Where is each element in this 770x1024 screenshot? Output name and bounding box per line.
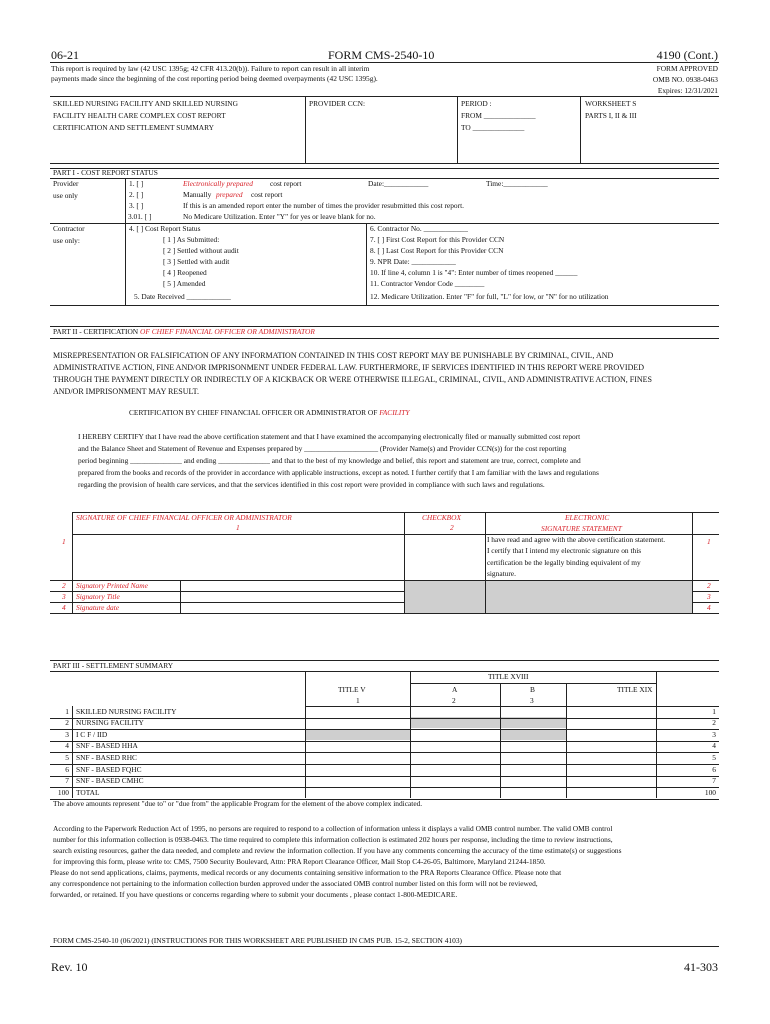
sig-row-1-right: 1: [707, 537, 711, 546]
cost-report-1: cost report: [270, 179, 302, 188]
signature-date: Signature date: [76, 603, 120, 612]
cost-report-2: cost report: [251, 190, 283, 199]
signature-statement-header: SIGNATURE STATEMENT: [541, 524, 622, 533]
amount-cells[interactable]: [306, 787, 656, 799]
title-xix-header: TITLE XIX: [617, 685, 653, 694]
period-from: FROM ______________: [461, 111, 536, 120]
paperwork-line-4: for improving this form, please write to: CMS, 7500 Security Boulevard, Attn: PRA Report Clearance Officer, Mail Stop C4-26-05, Baltimore, Maryland 21244-1850.: [53, 857, 546, 866]
amount-cells[interactable]: [306, 718, 656, 730]
printed-name-field[interactable]: [181, 581, 404, 591]
signatory-printed-name: Signatory Printed Name: [76, 581, 148, 590]
col-b-header: B: [530, 685, 535, 694]
omb-number: OMB NO. 0938-0463: [652, 75, 718, 84]
signature-date-field[interactable]: [181, 603, 404, 613]
revision: Rev. 10: [51, 960, 88, 974]
form-title: FORM CMS-2540-10: [328, 48, 435, 62]
checkbox-col-num: 2: [450, 523, 454, 532]
row-number: 5: [65, 752, 69, 762]
warning-line-2: ADMINISTRATIVE ACTION, FINE AND/OR IMPRISONMENT UNDER FEDERAL LAW. FURTHERMORE, IF SERVICES IDENTIFIED IN THIS REPORT WERE PROVIDED: [53, 363, 645, 372]
paperwork-line-7: forwarded, or retained. If you have questions or concerns regarding where to submit your documents , please contact 1-800-MEDICARE.: [50, 890, 458, 899]
parts-label: PARTS I, II & III: [585, 111, 637, 120]
row-number-right: 6: [712, 764, 716, 774]
row-label: SNF - BASED CMHC: [76, 776, 144, 786]
part1-title: PART I - COST REPORT STATUS: [53, 168, 158, 177]
row-label: TOTAL: [76, 787, 100, 797]
row-number: 6: [65, 764, 69, 774]
status-option-4: [ 4 ] Reopened: [163, 268, 207, 277]
law-line-2: payments made since the beginning of the cost reporting period being deemed overpayments (42 USC 1395g).: [51, 74, 378, 83]
manually-label: Manually: [183, 190, 212, 199]
status-301-box[interactable]: 3.01. [ ]: [128, 212, 152, 221]
row-label: SNF - BASED RHC: [76, 752, 137, 762]
no-medicare-text: No Medicare Utilization. Enter "Y" for yes or leave blank for no.: [183, 212, 376, 221]
status-option-3: [ 3 ] Settled with audit: [163, 257, 230, 266]
row-number: 4: [65, 741, 69, 751]
statement-shaded: [486, 581, 692, 613]
use-only-2-label: use only:: [53, 236, 80, 245]
row-number-right: 4: [712, 741, 716, 751]
warning-line-1: MISREPRESENTATION OR FALSIFICATION OF ANY INFORMATION CONTAINED IN THIS COST REPORT MAY BE PUNISHABLE BY CRIMINAL, CIVIL, AND: [53, 351, 614, 360]
provider-ccn-label: PROVIDER CCN:: [309, 99, 366, 108]
sig-row-3-num: 3: [62, 592, 66, 601]
cost-report-status[interactable]: 4. [ ] Cost Report Status: [129, 224, 201, 233]
row-number: 3: [65, 729, 69, 739]
use-only-label: use only: [53, 191, 78, 200]
header-left: 06-21: [51, 48, 79, 62]
statement-line-1: I have read and agree with the above certification statement.: [487, 535, 666, 544]
amended-text: If this is an amended report enter the number of times the provider resubmitted this cost report.: [183, 201, 464, 210]
settlement-note: The above amounts represent "due to" or "due from" the applicable Program for the element of the above complex indicated.: [53, 799, 423, 808]
warning-line-3: THROUGH THE PAYMENT DIRECTLY OR INDIRECTLY OF A KICKBACK OR WERE OTHERWISE ILLEGAL, CRIMINAL, CIVIL, AND ADMINISTRATIVE ACTION, FINES: [53, 375, 652, 384]
status-2-box[interactable]: 2. [ ]: [129, 190, 144, 199]
paperwork-line-2: number for this information collection is 0938-0463. The time required to complete this information collection is estimated 202 hours per response, including the time to review instructions,: [53, 835, 613, 844]
col-1-num: 1: [356, 696, 360, 705]
period-label: PERIOD :: [461, 99, 492, 108]
medicare-utilization[interactable]: 12. Medicare Utilization. Enter "F" for full, "L" for low, or "N" for no utilization: [370, 292, 609, 301]
first-cost-report[interactable]: 7. [ ] First Cost Report for this Provider CCN: [370, 235, 505, 244]
law-line-1: This report is required by law (42 USC 1395g; 42 CFR 413.20(b)). Failure to report can result in all interim: [51, 64, 370, 73]
signature-col-num: 1: [236, 523, 240, 532]
cert-title: CERTIFICATION BY CHIEF FINANCIAL OFFICER OR ADMINISTRATOR OF FACILITY: [129, 408, 410, 417]
page-number: 41-303: [684, 960, 718, 974]
row-number-right: 7: [712, 776, 716, 786]
checkbox-header: CHECKBOX: [422, 513, 462, 522]
status-1-box[interactable]: 1. [ ]: [129, 179, 144, 188]
row-number-right: 3: [712, 729, 716, 739]
row-label: I C F / IID: [76, 729, 108, 739]
title-line-3: CERTIFICATION AND SETTLEMENT SUMMARY: [53, 123, 214, 132]
status-option-1: [ 1 ] As Submitted:: [163, 235, 220, 244]
footer-form-line: FORM CMS-2540-10 (06/2021) (INSTRUCTIONS FOR THIS WORKSHEET ARE PUBLISHED IN CMS PUB. 15-2, SECTION 4103): [53, 936, 462, 945]
cert-para-3: period beginning ______________ and ending ______________ and that to the best of my knowledge and belief, this report and statement are true, correct, complete and: [78, 456, 581, 465]
electronic-header: ELECTRONIC: [565, 513, 610, 522]
col-3-num: 3: [530, 696, 534, 705]
cert-para-1: I HEREBY CERTIFY that I have read the above certification statement and that I have examined the accompanying electronically filed or manually submitted cost report: [78, 432, 581, 441]
worksheet-label: WORKSHEET S: [585, 99, 637, 108]
row-label: SKILLED NURSING FACILITY: [76, 706, 177, 716]
paperwork-line-5: Please do not send applications, claims, payments, medical records or any documents containing sensitive information to the PRA Reports Clearance Office. Please note that: [50, 868, 562, 877]
form-approved: FORM APPROVED: [656, 64, 718, 73]
checkbox-shaded: [405, 581, 485, 613]
row-label: SNF - BASED HHA: [76, 741, 138, 751]
col-a-header: A: [452, 685, 458, 694]
paperwork-line-6: any correspondence not pertaining to the information collection burden approved under the associated OMB control number listed on this form will not be reviewed,: [50, 879, 538, 888]
header-right: 4190 (Cont.): [656, 48, 718, 62]
period-to: TO ______________: [461, 123, 525, 132]
last-cost-report[interactable]: 8. [ ] Last Cost Report for this Provider CCN: [370, 246, 504, 255]
row-number: 2: [65, 718, 69, 728]
contractor-no[interactable]: 6. Contractor No. ____________: [370, 224, 468, 233]
sig-row-1-num: 1: [62, 537, 66, 546]
title-line-2: FACILITY HEALTH CARE COMPLEX COST REPORT: [53, 111, 226, 120]
sig-row-4-num: 4: [62, 603, 66, 612]
cert-para-5: regarding the provision of health care services, and that the services identified in this cost report were provided in compliance with such laws and regulations.: [78, 480, 545, 489]
expires: Expires: 12/31/2021: [657, 86, 718, 95]
contractor-label: Contractor: [53, 224, 85, 233]
title-xviii-header: TITLE XVIII: [488, 672, 529, 681]
amount-cells[interactable]: [306, 764, 656, 776]
statement-line-3: certification be the legally binding equivalent of my: [487, 558, 641, 567]
row-number: 7: [65, 776, 69, 786]
row-number-right: 5: [712, 752, 716, 762]
part2-title: PART II - CERTIFICATION OF CHIEF FINANCIAL OFFICER OR ADMINISTRATOR: [53, 327, 315, 336]
statement-line-2: I certify that I intend my electronic signature on this: [487, 546, 642, 555]
signature-field[interactable]: [73, 535, 404, 580]
row-label: SNF - BASED FQHC: [76, 764, 142, 774]
prepared-red: prepared: [216, 190, 243, 199]
amount-cells[interactable]: [306, 729, 656, 741]
row-label: NURSING FACILITY: [76, 718, 144, 728]
statement-line-4: signature.: [487, 569, 516, 578]
signature-checkbox[interactable]: [405, 535, 485, 580]
npr-date[interactable]: 9. NPR Date: ____________: [370, 257, 456, 266]
cert-para-4: prepared from the books and records of the provider in accordance with applicable instructions, except as noted. I further certify that I am familiar with the laws and regulations: [78, 468, 599, 477]
sig-row-2-num: 2: [62, 581, 66, 590]
times-reopened[interactable]: 10. If line 4, column 1 is "4": Enter number of times reopened ______: [370, 268, 578, 277]
row-number-right: 2: [712, 718, 716, 728]
amount-cells[interactable]: [306, 776, 656, 788]
paperwork-line-1: According to the Paperwork Reduction Act of 1995, no persons are required to respond to a collection of information unless it displays a valid OMB control number. The valid OMB control: [53, 824, 613, 833]
status-3-box[interactable]: 3. [ ]: [129, 201, 144, 210]
status-option-2: [ 2 ] Settled without audit: [163, 246, 239, 255]
date-received[interactable]: 5. Date Received ____________: [134, 292, 231, 301]
warning-line-4: AND/OR IMPRISONMENT MAY RESULT.: [53, 387, 199, 396]
status-option-5: [ 5 ] Amended: [163, 279, 206, 288]
amount-cells[interactable]: [306, 741, 656, 753]
col-2-num: 2: [452, 696, 456, 705]
row-number: 100: [57, 787, 69, 797]
sig-row-2-right: 2: [707, 581, 711, 590]
cert-para-2: and the Balance Sheet and Statement of Revenue and Expenses prepared by ____________________ (Provider Name(s) and Provider CCN(s)) for the cost reporting: [78, 444, 567, 453]
contractor-vendor-code[interactable]: 11. Contractor Vendor Code ________: [370, 279, 485, 288]
paperwork-line-3: search existing resources, gather the data needed, and complete and review the information collection. If you have any comments concerning the accuracy of the time estimate(s) or suggestions: [53, 846, 622, 855]
row-number-right: 1: [712, 706, 716, 716]
title-line-1: SKILLED NURSING FACILITY AND SKILLED NURSING: [53, 99, 238, 108]
signatory-title: Signatory Title: [76, 592, 120, 601]
row-number-right: 100: [704, 787, 716, 797]
title-field[interactable]: [181, 592, 404, 602]
sig-row-3-right: 3: [707, 592, 711, 601]
sig-row-4-right: 4: [707, 603, 711, 612]
time-field[interactable]: Time:____________: [486, 179, 548, 188]
amount-cells[interactable]: [306, 752, 656, 764]
date-field[interactable]: Date:____________: [368, 179, 429, 188]
provider-label: Provider: [53, 179, 79, 188]
signature-header: SIGNATURE OF CHIEF FINANCIAL OFFICER OR ADMINISTRATOR: [76, 513, 292, 522]
amount-cells[interactable]: [306, 706, 656, 718]
electronically-prepared: Electronically prepared: [183, 179, 253, 188]
row-number: 1: [65, 706, 69, 716]
part3-title: PART III - SETTLEMENT SUMMARY: [53, 661, 174, 670]
title-v-header: TITLE V: [338, 685, 366, 694]
